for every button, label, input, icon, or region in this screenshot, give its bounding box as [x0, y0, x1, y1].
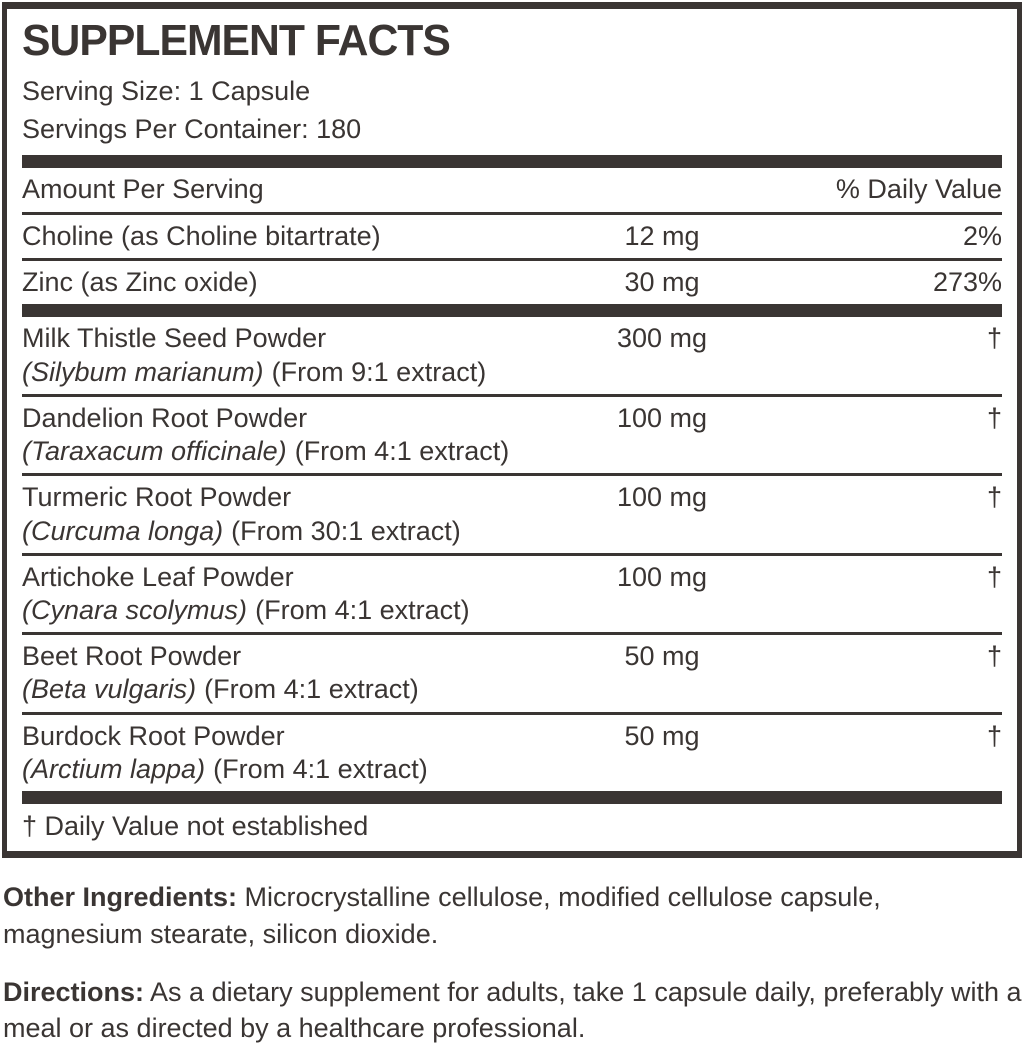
other-ingredients-text: Microcrystalline cellulose, modified cellulose capsule, magnesium stearate, silicon dioxide. — [3, 882, 881, 949]
ingredient-daily-value: † — [986, 402, 1002, 433]
ingredient-extract-note: (From 30:1 extract) — [231, 515, 461, 546]
ingredient-name — [22, 323, 557, 386]
directions-label: Directions: — [3, 976, 145, 1007]
ingredient-amount: 100 mg — [616, 482, 708, 513]
amount-per-serving-header: Amount Per Serving — [22, 173, 264, 204]
table-row-turmeric — [22, 476, 1002, 552]
ingredient-latin-line — [22, 516, 557, 546]
ingredient-latin-line — [22, 436, 557, 466]
ingredient-extract-note: (From 4:1 extract) — [213, 753, 428, 784]
ingredient-daily-value: † — [986, 720, 1002, 751]
ingredient-latin-name: (Taraxacum officinale) — [22, 436, 287, 467]
ingredient-daily-value: † — [986, 482, 1002, 513]
ingredient-amount: 300 mg — [616, 323, 708, 354]
ingredient-latin-name: (Cynara scolymus) — [22, 595, 248, 625]
ingredient-extract-note: (From 4:1 extract) — [204, 674, 419, 705]
ingredient-name-text: Burdock Root Powder — [22, 720, 285, 751]
ingredient-daily-value: † — [986, 641, 1002, 672]
directions-paragraph — [3, 974, 1022, 1047]
ingredient-amount: 30 mg — [624, 267, 700, 298]
ingredient-name — [22, 403, 557, 466]
ingredient-name — [22, 641, 557, 704]
ingredient-amount: 100 mg — [616, 561, 708, 592]
ingredient-latin-line — [22, 357, 557, 387]
ingredient-daily-value: † — [986, 323, 1002, 354]
ingredient-amount: 12 mg — [624, 220, 700, 251]
ingredient-extract-note: (From 9:1 extract) — [271, 356, 487, 387]
ingredient-amount: 100 mg — [616, 402, 708, 433]
table-row-burdock — [22, 715, 1002, 791]
thick-divider — [22, 791, 1002, 804]
ingredient-name: Choline (as Choline bitartrate) — [22, 220, 381, 251]
daily-value-header: % Daily Value — [835, 173, 1002, 204]
ingredient-daily-value: 2% — [962, 220, 1002, 251]
ingredient-latin-name: (Beta vulgaris) — [22, 674, 197, 705]
daily-value-footnote: † Daily Value not established — [22, 811, 369, 842]
thick-divider — [22, 155, 1002, 168]
ingredient-name: Zinc (as Zinc oxide) — [22, 267, 258, 298]
table-row-beet — [22, 635, 1002, 711]
table-row-zinc — [22, 261, 1002, 304]
table-row-artichoke — [22, 556, 1002, 632]
ingredient-name-text: Milk Thistle Seed Powder — [22, 323, 327, 354]
ingredient-daily-value: 273% — [932, 267, 1002, 298]
ingredient-name — [22, 482, 557, 545]
ingredient-name — [22, 721, 557, 784]
servings-per-container: Servings Per Container: 180 — [22, 113, 362, 144]
supplement-facts-panel — [2, 2, 1022, 858]
ingredient-latin-name: (Curcuma longa) — [22, 515, 224, 546]
ingredient-name-text: Turmeric Root Powder — [22, 482, 292, 513]
ingredient-amount: 50 mg — [624, 641, 700, 672]
ingredient-name-text: Beet Root Powder — [22, 641, 242, 672]
ingredient-latin-line — [22, 595, 557, 625]
directions-text: As a dietary supplement for adults, take 1 capsule daily, preferably with a meal or as directed by a healthcare professional. — [3, 976, 1022, 1044]
ingredient-name-text: Dandelion Root Powder — [22, 402, 308, 433]
ingredient-latin-line — [22, 754, 557, 784]
table-row-milk-thistle — [22, 317, 1002, 393]
table-header-row — [22, 168, 1002, 212]
other-ingredients-paragraph — [3, 879, 1022, 952]
ingredient-daily-value: † — [986, 561, 1002, 592]
other-ingredients-label: Other Ingredients: — [3, 882, 238, 913]
ingredient-latin-line — [22, 674, 557, 704]
ingredient-amount: 50 mg — [624, 720, 700, 751]
ingredient-latin-name: (Silybum marianum) — [22, 356, 264, 387]
table-row-dandelion — [22, 397, 1002, 473]
ingredient-extract-note: (From 4:1 extract) — [294, 436, 510, 467]
panel-title: SUPPLEMENT FACTS — [22, 16, 450, 65]
thick-divider — [22, 304, 1002, 317]
ingredient-name-text: Artichoke Leaf Powder — [22, 561, 294, 592]
ingredient-latin-name: (Arctium lappa) — [22, 753, 206, 784]
table-row-choline — [22, 215, 1002, 258]
serving-size: Serving Size: 1 Capsule — [22, 76, 311, 107]
ingredient-extract-note: (From 4:1 extract) — [255, 595, 470, 625]
ingredient-name — [22, 562, 557, 625]
